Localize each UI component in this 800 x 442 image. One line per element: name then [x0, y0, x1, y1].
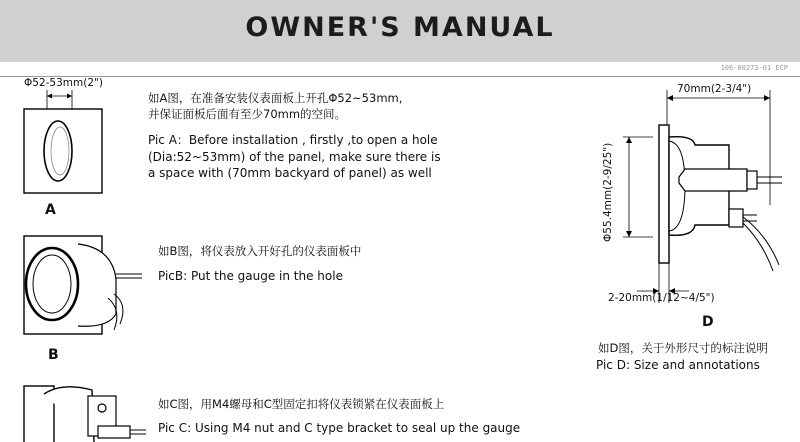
- pic-a-label: A: [45, 202, 56, 218]
- pic-c-cn: 如C图，用M4螺母和C型固定扣将仪表锁紧在仪表面板上: [158, 397, 445, 411]
- header-divider: [0, 76, 800, 77]
- pic-a-cn-line1: 如A图，在准备安装仪表面板上开孔Φ52~53mm,: [148, 91, 403, 105]
- pic-c-en: Pic C: Using M4 nut and C type bracket to seal up the gauge: [158, 421, 521, 435]
- pic-a-cn-line2: 并保证面板后面有至少70mm的空间。: [148, 107, 347, 121]
- pic-d-cn: 如D图，关于外形尺寸的标注说明: [598, 341, 768, 355]
- page-title: OWNER'S MANUAL: [245, 12, 555, 43]
- pic-b-en: PicB: Put the gauge in the hole: [158, 269, 343, 283]
- pic-d-diagram: [597, 85, 782, 310]
- pic-b-cn: 如B图，将仪表放入开好孔的仪表面板中: [158, 244, 362, 258]
- pic-a-en-line2: (Dia:52~53mm) of the panel, make sure there is: [148, 150, 441, 164]
- document-code: 106-00273-01 ECP: [720, 64, 788, 72]
- pic-d-depth-dimension: 70mm(2-3/4"): [677, 83, 752, 95]
- pic-b-label: B: [48, 347, 59, 363]
- pic-d-label: D: [702, 314, 714, 330]
- pic-a-dimension: Φ52-53mm(2"): [24, 77, 103, 89]
- pic-b-diagram: [16, 234, 136, 344]
- pic-c-diagram: [18, 382, 148, 442]
- pic-a-diagram: [18, 85, 108, 205]
- pic-a-en-line3: a space with (70mm backyard of panel) as well: [148, 166, 432, 180]
- pic-d-panel-dimension: 2-20mm(1/12~4/5"): [608, 292, 715, 304]
- pic-a-en-line1: Pic A：Before installation , firstly ,to open a hole: [148, 133, 438, 147]
- pic-d-en: Pic D: Size and annotations: [596, 358, 760, 372]
- pic-d-diameter-dimension: Φ55.4mm(2-9/25"): [602, 142, 614, 242]
